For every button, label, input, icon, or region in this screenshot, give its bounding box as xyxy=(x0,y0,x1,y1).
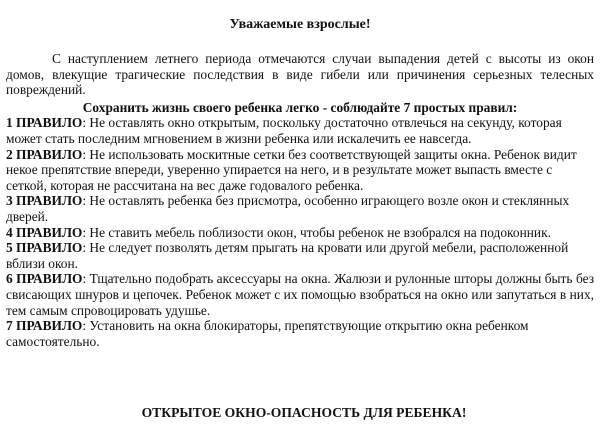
warning-footer: ОТКРЫТОЕ ОКНО-ОПАСНОСТЬ ДЛЯ РЕБЕНКА! xyxy=(141,405,467,420)
rule-1-label: 1 ПРАВИЛО xyxy=(6,115,83,131)
rule-2 xyxy=(6,147,594,194)
rule-5-text: : Не следует позволять детям прыгать на кровати или другой мебели, расположенной вблизи окон. xyxy=(6,240,569,271)
rule-4-label: 4 ПРАВИЛО xyxy=(6,224,83,240)
rule-1-text: : Не оставлять окно открытым, поскольку достаточно отвлечься на секунду, которая может стать последним мгновением в жизни ребенка или искалечить ее навсегда. xyxy=(6,115,562,146)
rule-1 xyxy=(6,115,594,146)
rule-5 xyxy=(6,240,594,271)
rules-subtitle: Сохранить жизнь своего ребенка легко - соблюдайте 7 простых правил: xyxy=(82,99,518,115)
rule-3-text: : Не оставлять ребенка без присмотра, особенно играющего возле окон и стеклянных дверей. xyxy=(6,193,570,224)
rule-2-label: 2 ПРАВИЛО xyxy=(6,146,83,162)
rule-3-label: 3 ПРАВИЛО xyxy=(6,193,83,209)
rule-6-text: : Тщательно подобрать аксессуары на окна. Жалюзи и рулонные шторы должны быть без свисающих шнуров и цепочек. Ребенок может с их помощью взобраться на окно или запутаться в них, тем самым спровоцировать удушье. xyxy=(6,271,594,318)
rule-4-text: : Не ставить мебель поблизости окон, чтобы ребенок не взобрался на подоконник. xyxy=(82,224,551,240)
rule-7-text: : Установить на окна блокираторы, препятствующие открытию окна ребенком самостоятельно. xyxy=(6,318,529,349)
rule-7-label: 7 ПРАВИЛО xyxy=(6,318,83,334)
rule-2-text: : Не использовать москитные сетки без соответствующей защиты окна. Ребенок видит некое препятствие впереди, уверенно упирается на него, и в результате может выпасть вместе с сеткой, которая не рассчитана на вес даже годовалого ребенка. xyxy=(6,146,577,193)
rule-6-label: 6 ПРАВИЛО xyxy=(6,271,83,287)
rule-6 xyxy=(6,271,594,318)
page-title: Уважаемые взрослые! xyxy=(229,17,371,32)
rule-4 xyxy=(6,225,594,241)
intro-paragraph: С наступлением летнего периода отмечаются случаи выпадения детей с высоты из окон домов, влекущие трагические последствия в виде гибели или причинения серьезных телесных повреждений. xyxy=(6,51,594,98)
rule-3 xyxy=(6,193,594,224)
rule-5-label: 5 ПРАВИЛО xyxy=(6,240,83,256)
rule-7 xyxy=(6,318,594,349)
